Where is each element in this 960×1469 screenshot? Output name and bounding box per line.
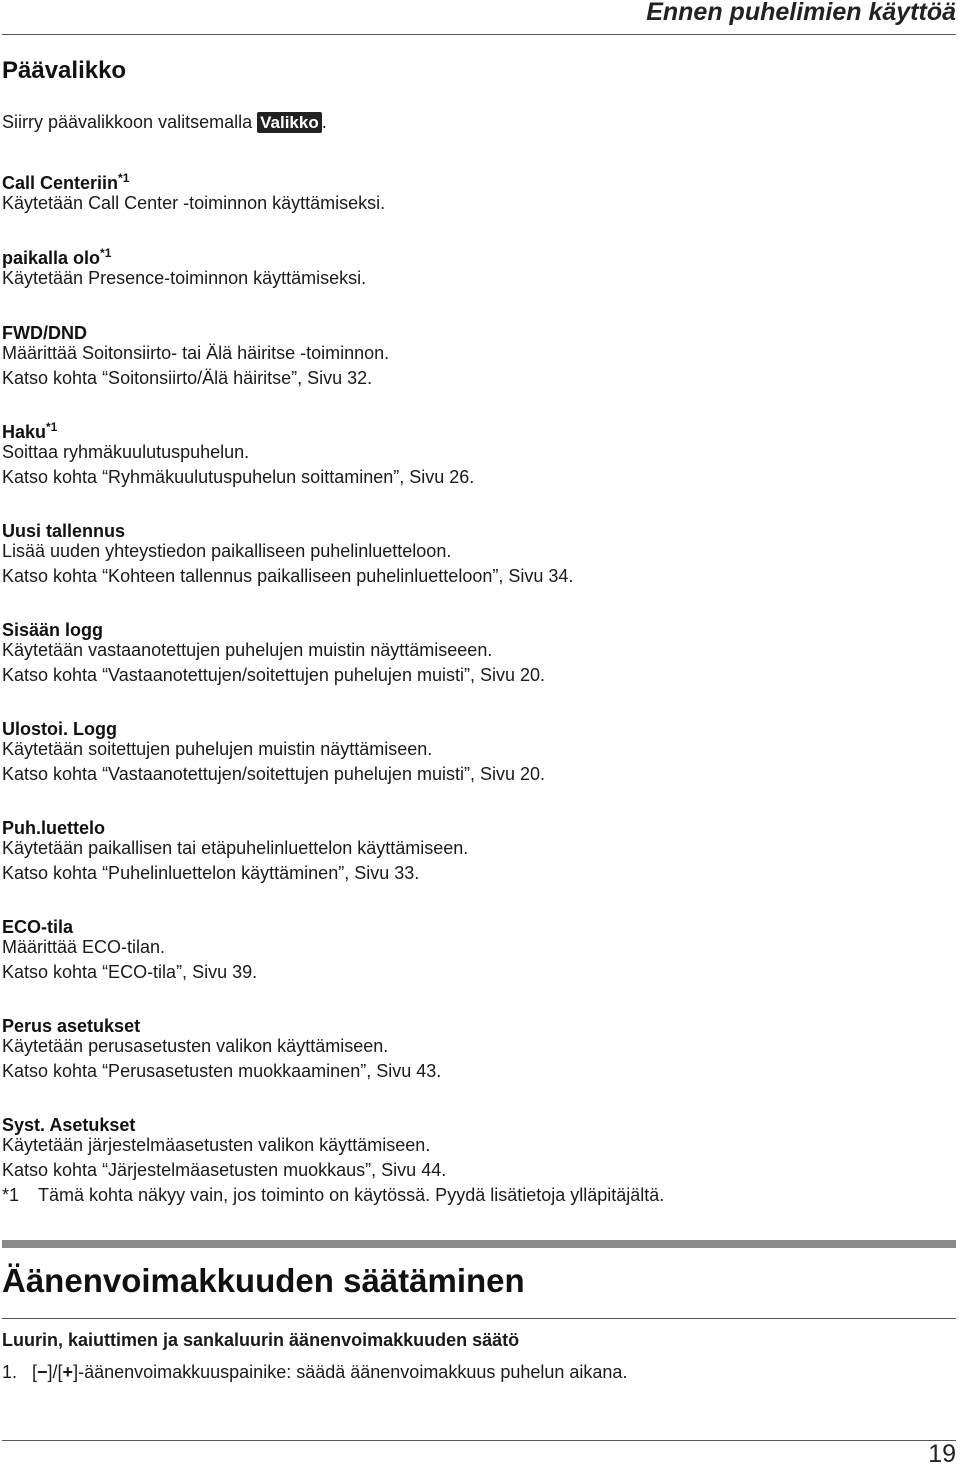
intro-after: . [321, 112, 327, 132]
entry-description: Käytetään paikallisen tai etäpuhelinluettelon käyttämiseen. [2, 838, 469, 858]
title-rule [2, 1318, 956, 1319]
volume-section-title: Äänenvoimakkuuden säätäminen [2, 1262, 525, 1299]
volume-step: 1. [−]/[+]-äänenvoimakkuuspainike: säädä äänenvoimakkuus puhelun aikana. [2, 1362, 628, 1382]
menu-entry [2, 811, 942, 910]
menu-entry [2, 514, 942, 613]
volume-up-icon: + [62, 1362, 74, 1382]
menu-entry [2, 910, 942, 1009]
entry-reference: Katso kohta “Ryhmäkuulutuspuhelun soittaminen”, Sivu 26. [2, 467, 475, 487]
entry-title: Puh.luettelo [2, 818, 105, 838]
menu-key-label: Valikko [257, 112, 322, 133]
entry-title: Ulostoi. Logg [2, 719, 117, 739]
entry-reference: Katso kohta “Järjestelmäasetusten muokkaus”, Sivu 44. [2, 1160, 447, 1180]
footnote [2, 1183, 942, 1208]
entry-reference: Katso kohta “Vastaanotettujen/soitettujen puhelujen muisti”, Sivu 20. [2, 665, 545, 685]
entry-title: Syst. Asetukset [2, 1115, 136, 1135]
entry-description: Määrittää Soitonsiirto- tai Älä häiritse -toiminnon. [2, 343, 390, 363]
entry-description: Käytetään Presence-toiminnon käyttämiseksi. [2, 268, 367, 288]
menu-entry [2, 415, 942, 514]
step-number: 1. [2, 1362, 18, 1382]
page-number: 19 [928, 1440, 956, 1468]
entry-description: Käytetään perusasetusten valikon käyttämiseen. [2, 1036, 389, 1056]
entry-description: Käytetään järjestelmäasetusten valikon käyttämiseen. [2, 1135, 431, 1155]
menu-entry [2, 166, 942, 241]
section-title: Päävalikko [2, 57, 127, 84]
entry-description: Lisää uuden yhteystiedon paikalliseen puhelinluetteloon. [2, 541, 452, 561]
entry-title: Sisään logg [2, 620, 104, 640]
entry-title: Call Centeriin$^{*1}$ [2, 171, 130, 193]
menu-entry [2, 241, 942, 316]
entry-description: Käytetään Call Center -toiminnon käyttämiseksi. [2, 193, 386, 213]
footnote-mark: *1 [2, 1185, 20, 1205]
menu-entries [2, 166, 942, 1208]
entry-description: Soittaa ryhmäkuulutuspuhelun. [2, 442, 250, 462]
entry-title: FWD/DND [2, 323, 87, 343]
volume-down-icon: − [37, 1362, 48, 1382]
entry-reference: Katso kohta “Puhelinluettelon käyttäminen”, Sivu 33. [2, 863, 420, 883]
section-divider [2, 1240, 956, 1248]
menu-entry [2, 1108, 942, 1183]
footer-rule [2, 1440, 956, 1441]
menu-entry [2, 316, 942, 415]
header-rule [2, 34, 956, 35]
intro-text [2, 112, 327, 133]
entry-title: Haku$^{*1}$ [2, 420, 58, 442]
entry-title: ECO-tila [2, 917, 74, 937]
entry-reference: Katso kohta “Vastaanotettujen/soitettujen puhelujen muisti”, Sivu 20. [2, 764, 545, 784]
entry-title: paikalla olo$^{*1}$ [2, 246, 112, 268]
entry-reference: Katso kohta “Soitonsiirto/Älä häiritse”, Sivu 32. [2, 368, 373, 388]
entry-title: Uusi tallennus [2, 521, 126, 541]
entry-reference: Katso kohta “ECO-tila”, Sivu 39. [2, 962, 258, 982]
menu-entry [2, 712, 942, 811]
menu-entry [2, 1009, 942, 1108]
intro-before: Siirry päävalikkoon valitsemalla [2, 112, 258, 132]
entry-reference: Katso kohta “Perusasetusten muokkaaminen”, Sivu 43. [2, 1061, 442, 1081]
volume-subtitle: Luurin, kaiuttimen ja sankaluurin äänenvoimakkuuden säätö [2, 1330, 520, 1350]
entry-reference: Katso kohta “Kohteen tallennus paikalliseen puhelinluetteloon”, Sivu 34. [2, 566, 574, 586]
entry-description: Käytetään soitettujen puhelujen muistin näyttämiseen. [2, 739, 433, 759]
menu-entry [2, 613, 942, 712]
entry-title: Perus asetukset [2, 1016, 141, 1036]
footnote-text: Tämä kohta näkyy vain, jos toiminto on käytössä. Pyydä lisätietoja ylläpitäjältä. [38, 1185, 665, 1205]
entry-description: Käytetään vastaanotettujen puhelujen muistin näyttämiseeen. [2, 640, 493, 660]
entry-description: Määrittää ECO-tilan. [2, 937, 166, 957]
running-header: Ennen puhelimien käyttöä [646, 0, 956, 26]
step-text: -äänenvoimakkuuspainike: säädä äänenvoimakkuus puhelun aikana. [78, 1362, 628, 1382]
